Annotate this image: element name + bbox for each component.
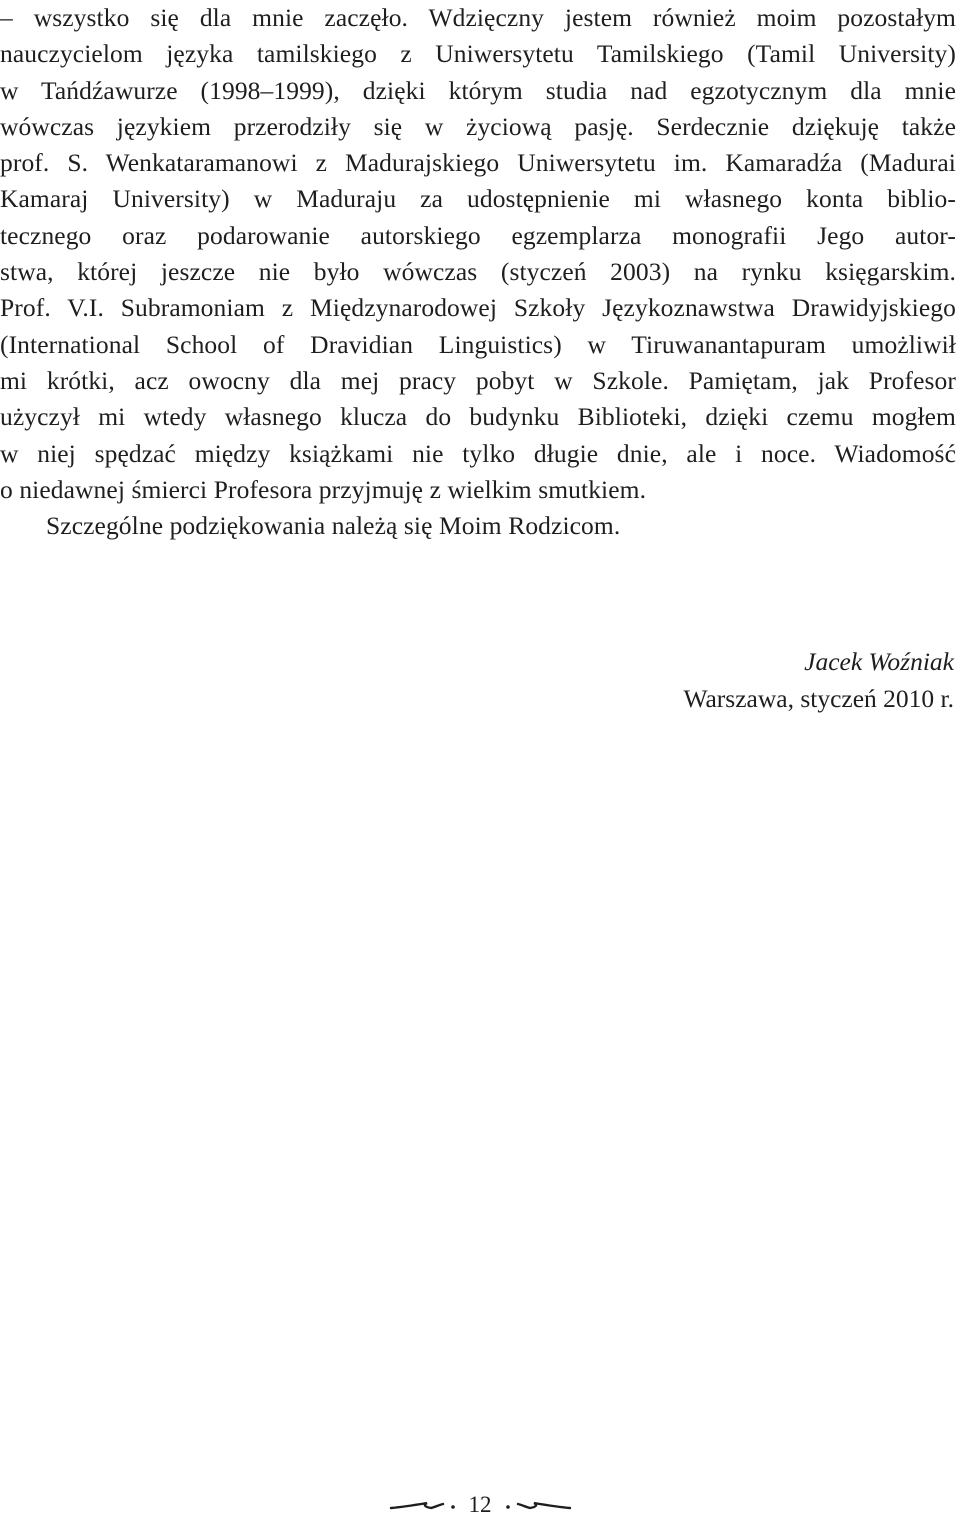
- text-line: (International School of Dravidian Linguistics) w Tiruwanantapuram umożliwił: [0, 329, 956, 359]
- text-line: Kamaraj University) w Maduraju za udostępnienie mi własnego konta biblio-: [0, 184, 956, 214]
- author-name: Jacek Woźniak: [804, 647, 954, 676]
- text-line: użyczył mi wtedy własnego klucza do budynku Biblioteki, dzięki czemu mogłem: [0, 402, 956, 432]
- text-line: tecznego oraz podarowanie autorskiego egzemplarza monografii Jego autor-: [0, 220, 956, 250]
- text-line: w niej spędzać między książkami nie tylko długie dnie, ale i noce. Wiadomość: [0, 438, 956, 468]
- signature-block: [683, 643, 954, 717]
- left-ornament-icon: [389, 1498, 459, 1512]
- page-number: 12: [468, 1492, 492, 1517]
- page-footer: [0, 1490, 960, 1520]
- text-line: prof. S. Wenkataramanowi z Madurajskiego Uniwersytetu im. Kamaradźa (Madurai: [0, 148, 956, 178]
- text-line: Prof. V.I. Subramoniam z Międzynarodowej Szkoły Językoznawstwa Drawidyjskiego: [0, 293, 956, 323]
- right-ornament-icon: [502, 1498, 572, 1512]
- text-line: mi krótki, acz owocny dla mej pracy pobyt w Szkole. Pamiętam, jak Profesor: [0, 365, 956, 395]
- text-line: nauczycielom języka tamilskiego z Uniwersytetu Tamilskiego (Tamil University): [0, 39, 956, 69]
- text-line: wówczas językiem przerodziły się w życiową pasję. Serdecznie dziękuję także: [0, 111, 956, 141]
- text-line: w Tańdźawurze (1998–1999), dzięki którym studia nad egzotycznym dla mnie: [0, 75, 956, 105]
- closing-line: Szczególne podziękowania należą się Moim Rodzicom.: [46, 511, 621, 541]
- text-line: o niedawnej śmierci Profesora przyjmuję z wielkim smutkiem.: [0, 474, 647, 504]
- acknowledgements-text: [0, 0, 956, 544]
- text-line: – wszystko się dla mnie zaczęło. Wdzięczny jestem również moim pozostałym: [0, 3, 956, 32]
- place-date: Warszawa, styczeń 2010 r.: [683, 684, 954, 713]
- text-line: stwa, której jeszcze nie było wówczas (styczeń 2003) na rynku księgarskim.: [0, 257, 956, 287]
